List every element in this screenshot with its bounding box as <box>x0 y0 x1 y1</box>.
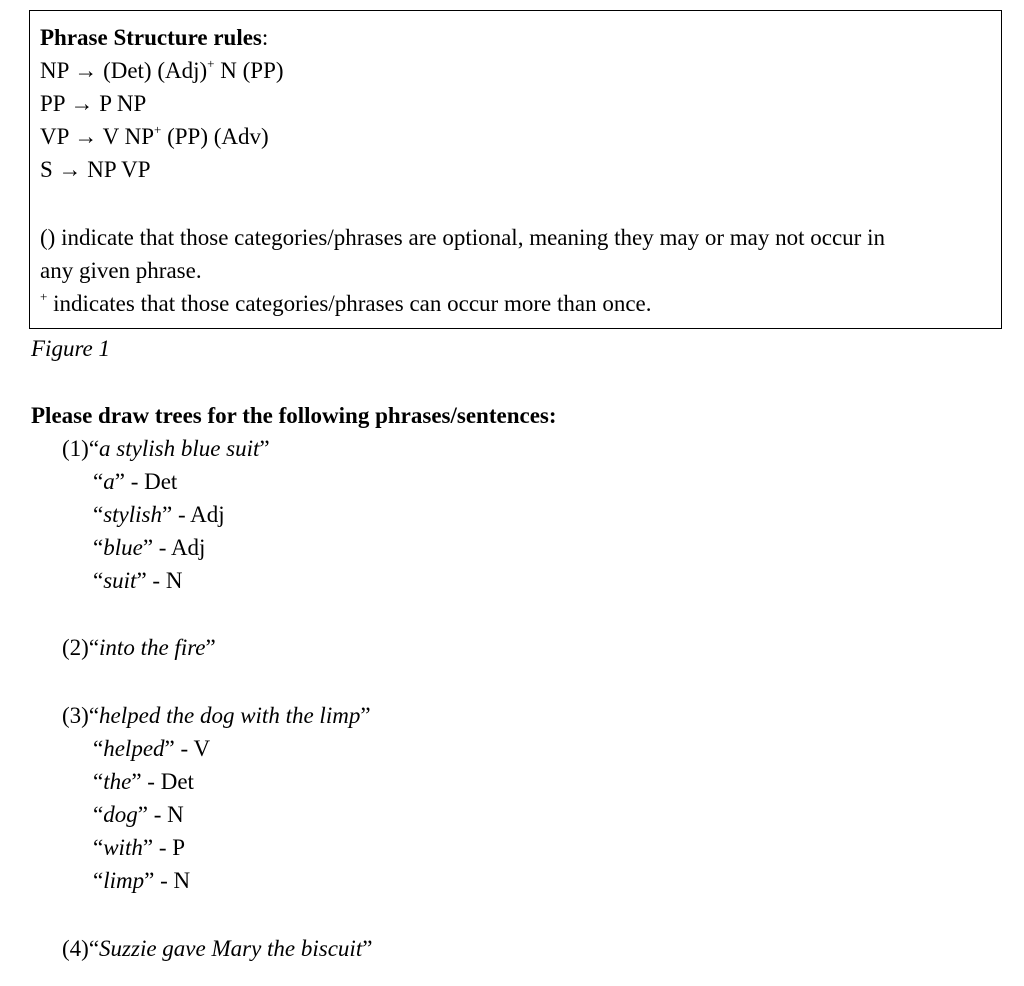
word: a <box>103 469 115 494</box>
rule-vp-arrow: → <box>74 124 98 149</box>
rule-vp-rhs-a: V NP <box>102 124 155 149</box>
category: V <box>193 736 211 761</box>
dash: - <box>154 868 174 893</box>
item-4-number: (4) <box>62 936 89 961</box>
rule-pp-lhs: PP <box>40 91 65 116</box>
item-3-phrase: helped the dog with the limp <box>99 703 361 728</box>
item-3-number: (3) <box>62 703 89 728</box>
rules-title <box>40 26 268 49</box>
close-quote: ” <box>142 835 154 860</box>
open-quote: “ <box>93 868 104 893</box>
rule-np-rhs-b: N (PP) <box>214 58 284 83</box>
dash: - <box>141 769 161 794</box>
category: Det <box>144 469 178 494</box>
close-quote: ” <box>164 736 175 761</box>
note-plus-symbol: + <box>40 289 48 304</box>
close-quote: ” <box>162 502 173 527</box>
item-1-number: (1) <box>62 436 89 461</box>
open-quote: “ <box>93 835 104 860</box>
open-quote: “ <box>93 535 104 560</box>
item-3-word-2 <box>93 770 194 793</box>
open-quote: “ <box>93 502 104 527</box>
item-3-word-5 <box>93 869 190 892</box>
category: N <box>165 568 183 593</box>
open-quote: “ <box>93 469 104 494</box>
close-quote: ” <box>136 568 147 593</box>
category: Adj <box>190 502 225 527</box>
rule-np-lhs: NP <box>40 58 69 83</box>
rule-pp-rhs-a: P NP <box>99 91 147 116</box>
rule-s-rhs-a: NP VP <box>87 157 151 182</box>
rule-vp <box>40 122 269 149</box>
category: N <box>173 868 191 893</box>
rule-pp <box>40 92 146 115</box>
dash: - <box>174 736 194 761</box>
item-1-phrase: a stylish blue suit <box>99 436 260 461</box>
rule-np-arrow: → <box>74 58 98 83</box>
item-2-heading <box>62 636 216 659</box>
word: with <box>103 835 143 860</box>
item-2-phrase: into the fire <box>99 635 206 660</box>
item-3-heading <box>62 704 371 727</box>
close-quote: ” <box>259 436 270 461</box>
dash: - <box>172 502 191 527</box>
word: suit <box>103 568 137 593</box>
open-quote: “ <box>93 802 104 827</box>
word: limp <box>103 868 145 893</box>
rule-vp-rhs-b: (PP) (Adv) <box>161 124 269 149</box>
word: blue <box>103 535 143 560</box>
instruction-heading: Please draw trees for the following phrases/sentences: <box>31 403 557 428</box>
figure-caption: Figure 1 <box>31 336 110 361</box>
close-quote: ” <box>362 936 373 961</box>
rule-np-sup: + <box>207 56 215 71</box>
item-4-heading <box>62 937 372 960</box>
close-quote: ” <box>144 868 155 893</box>
word: the <box>103 769 132 794</box>
open-quote: “ <box>93 769 104 794</box>
close-quote: ” <box>131 769 142 794</box>
item-1-heading <box>62 437 270 460</box>
word: stylish <box>103 502 162 527</box>
rule-pp-arrow: → <box>70 91 94 116</box>
close-quote: ” <box>205 635 216 660</box>
category: N <box>167 802 184 827</box>
dash: - <box>153 835 173 860</box>
item-3-word-4 <box>93 836 185 859</box>
rule-s-lhs: S <box>40 157 53 182</box>
rule-np <box>40 56 284 83</box>
close-quote: ” <box>360 703 371 728</box>
open-quote: “ <box>93 736 104 761</box>
dash: - <box>153 535 171 560</box>
rule-s-arrow: → <box>58 157 82 182</box>
open-quote: “ <box>88 703 100 728</box>
item-4-phrase: Suzzie gave Mary the biscuit <box>99 936 363 961</box>
rules-title-text: Phrase Structure rules <box>40 25 262 50</box>
item-3-word-3 <box>93 803 184 826</box>
open-quote: “ <box>88 936 100 961</box>
dash: - <box>146 568 166 593</box>
item-1-word-4 <box>93 569 182 592</box>
rule-vp-lhs: VP <box>40 124 69 149</box>
rule-vp-sup: + <box>154 122 162 137</box>
rule-s <box>40 158 151 181</box>
note-plus-text: indicates that those categories/phrases can occur more than once. <box>47 291 652 316</box>
category: Det <box>160 769 194 794</box>
dash: - <box>147 802 168 827</box>
rules-title-colon: : <box>261 25 269 50</box>
note-plus <box>40 289 652 316</box>
word: helped <box>103 736 165 761</box>
open-quote: “ <box>88 635 100 660</box>
note-optional-line2: any given phrase. <box>40 258 202 283</box>
dash: - <box>124 469 145 494</box>
open-quote: “ <box>88 436 100 461</box>
close-quote: ” <box>114 469 125 494</box>
item-3-word-1 <box>93 737 210 760</box>
item-1-word-3 <box>93 536 205 559</box>
category: P <box>172 835 186 860</box>
rule-np-rhs-a: (Det) (Adj) <box>103 58 208 83</box>
item-2-number: (2) <box>62 635 89 660</box>
open-quote: “ <box>93 568 104 593</box>
item-1-word-2 <box>93 503 225 526</box>
close-quote: ” <box>142 535 154 560</box>
word: dog <box>103 802 138 827</box>
note-optional-line1: () indicate that those categories/phrases are optional, meaning they may or may not occur in <box>40 225 885 250</box>
close-quote: ” <box>137 802 148 827</box>
category: Adj <box>170 535 206 560</box>
item-1-word-1 <box>93 470 177 493</box>
